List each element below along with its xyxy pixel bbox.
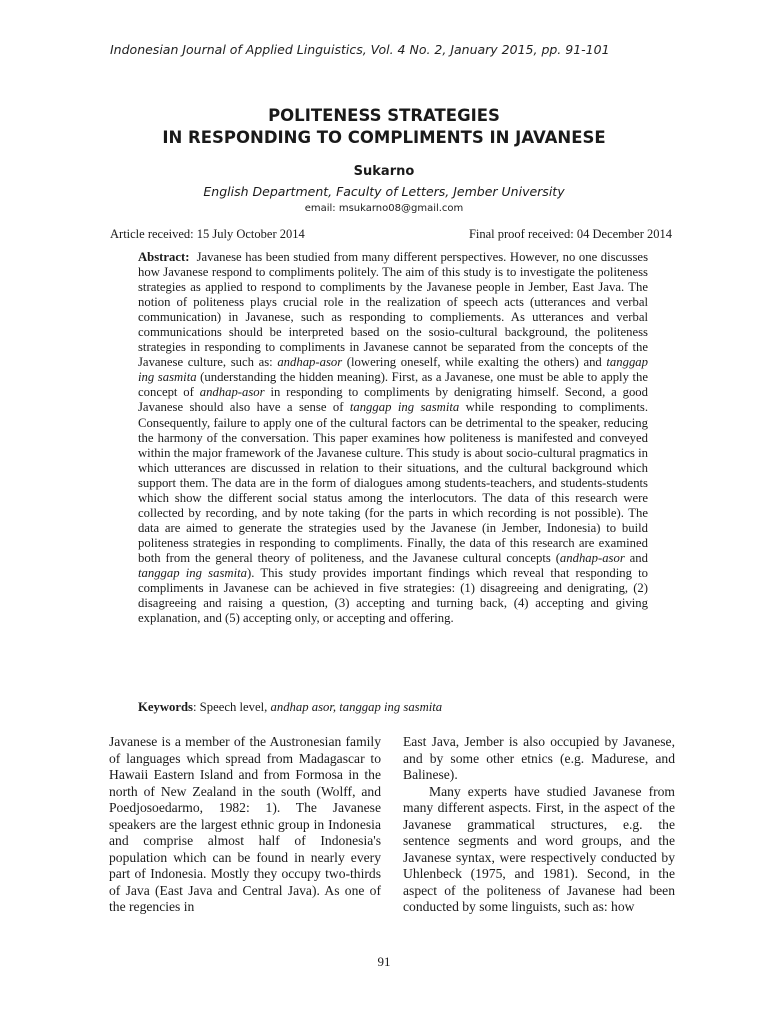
body-column-right <box>403 734 675 916</box>
abstract-term: tanggap ing sasmita <box>138 565 247 580</box>
page-number: 91 <box>377 954 391 969</box>
title-block <box>0 105 768 214</box>
abstract-text: and <box>624 550 648 565</box>
body-paragraph: East Java, Jember is also occupied by Javanese, and by some other etnics (e.g. Madurese, and Balinese). <box>403 734 675 782</box>
abstract-text: (lowering oneself, while exalting the others) and <box>342 355 607 370</box>
abstract-text: (understanding the hidden meaning). First, as a Javanese, one must be able to apply the concept of <box>138 370 648 400</box>
article-dates <box>110 227 672 242</box>
author-name: Sukarno <box>353 164 415 179</box>
body-paragraph: Javanese is a member of the Austronesian family of languages which spread from Madagascar to Hawaii Eastern Island and from Formosa in the north of New Zealand in the south (Wolff, and Poedjosoedarmo, 1982: 1). The Javanese speakers are the largest ethnic group in Indonesia and comprise almost half of Indonesia's population which can be found in nearly every part of Indonesia. Mostly they occupy two-thirds of Java (East Java and Central Java). As one of the regencies in <box>109 734 381 914</box>
abstract-term: tanggap ing sasmita <box>349 400 460 415</box>
abstract-term: andhap-asor <box>199 385 265 400</box>
abstract-term: tanggap ing sasmita <box>138 355 648 385</box>
final-proof-date: Final proof received: 04 December 2014 <box>468 227 672 241</box>
author-email: email: msukarno08@gmail.com <box>304 203 464 214</box>
keywords-label: Keywords <box>138 700 193 714</box>
abstract-text: ). This study provides important findings which reveal that responding to compliments in Javanese can be achieved in five strategies: (1) disagreeing and denigrating, (2) disagreeing and raising a question, (3) accepting and turning back, (4) accepting and giving explanation, and (5) accepting only, or accepting and offering. <box>138 565 648 626</box>
abstract-text: Javanese has been studied from many different perspectives. However, no one discusses how Javanese respond to compliments politely. The aim of this study is to investigate the politeness strategies as applied to respond to compliments by the Javanese people in Jember, East Java. The notion of politeness plays crucial role in the realization of speech acts (utterances and verbal communication) in Javanese, such as responding to compliements. As utterances and verbal communications should be interpreted based on the sosio-cultural background, the politeness strategies in responding to compliments in Javanese cannot be separated from the concepts of the Javanese culture, such as: <box>138 250 649 370</box>
abstract <box>138 250 648 626</box>
abstract-term: andhap-asor <box>559 550 625 565</box>
abstract-label: Abstract: <box>138 250 190 264</box>
received-date: Article received: 15 July October 2014 <box>110 227 305 241</box>
abstract-text: while responding to compliments. Consequently, failure to apply one of the cultural factors can be detrimental to the speaker, reducing the harmony of the conversation. This paper examines how politeness is manifested and conveyed within the major framework of the Javanese culture. This study is about socio-cultural pragmatics in which utterances are discussed in relation to their situations, and the cultural background which support them. The data are in the form of dialogues among students-teachers, and students-students which show the different social status among the interlocutors. The data of this research were collected by recording, and by note taking (for the parts in which recording is not possible). The data are aimed to generate the strategies used by the Javanese (in Jember, Indonesia) to build politeness strategies in responding to compliments. Finally, the data of this research are examined both from the general theory of politeness, and the Javanese cultural concepts ( <box>138 400 649 565</box>
author-affiliation: English Department, Faculty of Letters, Jember University <box>203 184 565 199</box>
abstract-text: in responding to compliments by denigrating himself. Second, a good Javanese should also have a sense of <box>138 385 648 415</box>
journal-header: Indonesian Journal of Applied Linguistics, Vol. 4 No. 2, January 2015, pp. 91-101 <box>110 42 610 57</box>
keywords-plain: : Speech level, <box>192 700 271 714</box>
paper-title-line-1: POLITENESS STRATEGIES <box>268 106 500 125</box>
abstract-term: andhap-asor <box>277 355 343 370</box>
body-column-left <box>109 734 381 916</box>
paper-title-line-2: IN RESPONDING TO COMPLIMENTS IN JAVANESE <box>162 128 606 147</box>
keywords <box>138 700 442 715</box>
body-paragraph: Many experts have studied Javanese from many different aspects. First, in the aspect of the Javanese grammatical structures, e.g. the sentence segments and word groups, and the Javanese syntax, were respectively conducted by Uhlenbeck (1975, and 1981). Second, in the aspect of the politeness of Javanese had been conducted by some linguists, such as: how <box>403 783 675 914</box>
keywords-terms: andhap asor, tanggap ing sasmita <box>270 700 443 714</box>
